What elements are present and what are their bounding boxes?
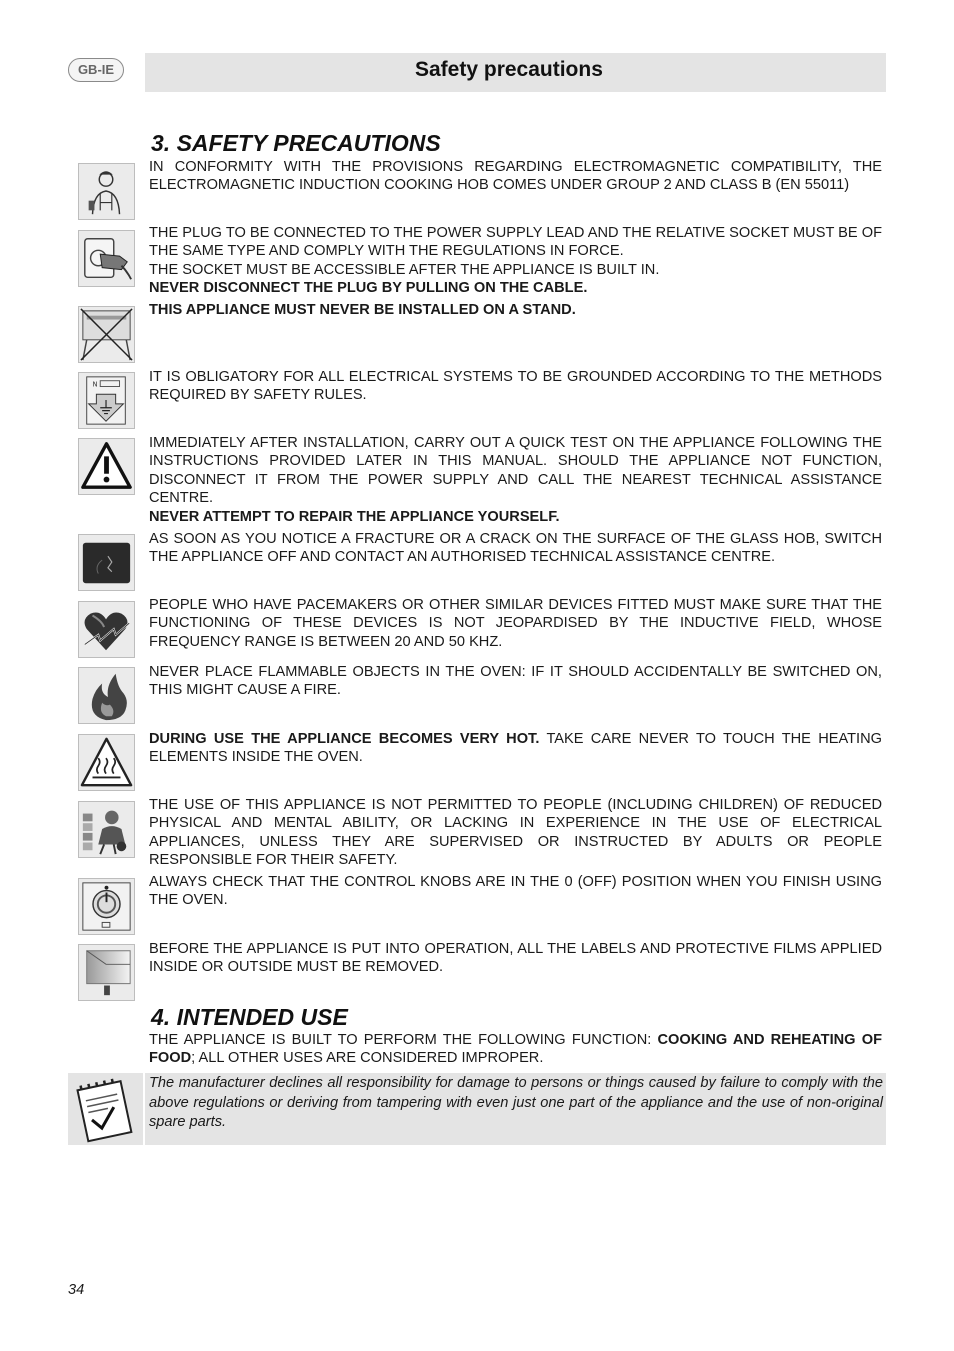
no-stand-icon (78, 306, 135, 363)
warning-triangle-icon (78, 438, 135, 495)
item-quick-test: IMMEDIATELY AFTER INSTALLATION, CARRY OUT A QUICK TEST ON THE APPLIANCE FOLLOWING THE INSTRUCTIONS PROVIDED LATER IN THIS MANUAL. SHOULD THE APPLIANCE NOT FUNCTION, DISCONNECT IT FROM THE POWER SUPPLY AND CALL THE NEAREST TECHNICAL ASSISTANCE CENTRE. NEVER ATTEMPT TO REPAIR THE APPLIANCE YOURSELF. (149, 435, 882, 525)
very-hot-warning: DURING USE THE APPLIANCE BECOMES VERY HOT. (149, 731, 540, 747)
plug-socket-icon (78, 230, 135, 287)
checklist-icon (68, 1073, 143, 1145)
control-knob-icon (78, 878, 135, 935)
pacemaker-heart-icon (78, 601, 135, 658)
item-flammable: NEVER PLACE FLAMMABLE OBJECTS IN THE OVEN: IF IT SHOULD ACCIDENTALLY BE SWITCHED ON, THIS MIGHT CAUSE A FIRE. (149, 664, 882, 699)
item-control-knobs: ALWAYS CHECK THAT THE CONTROL KNOBS ARE IN THE 0 (OFF) POSITION WHEN YOU FINISH USING THE OVEN. (149, 874, 882, 909)
item-cracked-glass: AS SOON AS YOU NOTICE A FRACTURE OR A CRACK ON THE SURFACE OF THE GLASS HOB, SWITCH THE APPLIANCE OFF AND CONTACT AN AUTHORISED TECHNICAL ASSISTANCE CENTRE. (149, 531, 882, 566)
intended-use-function: COOKING AND REHEATING OF FOOD (149, 1032, 882, 1067)
item-emc: IN CONFORMITY WITH THE PROVISIONS REGARDING ELECTROMAGNETIC COMPATIBILITY, THE ELECTROMAGNETIC INDUCTION COOKING HOB COMES UNDER GROUP 2 AND CLASS B (EN 55011) (149, 159, 882, 194)
cracked-glass-icon (78, 534, 135, 591)
item-children: THE USE OF THIS APPLIANCE IS NOT PERMITTED TO PEOPLE (INCLUDING CHILDREN) OF REDUCED PHYSICAL AND MENTAL ABILITY, OR LACKING IN EXPERIENCE IN THE USE OF ELECTRICAL APPLIANCES, UNLESS THEY ARE SUPERVISED OR INSTRUCTED BY ADULTS OR PEOPLE RESPONSIBLE FOR THEIR SAFETY. (149, 797, 882, 869)
intended-use-text (149, 1031, 882, 1068)
hot-surface-icon (78, 734, 135, 791)
header-title: Safety precautions (415, 58, 603, 81)
page-header (145, 53, 886, 92)
section-4-title: 4. INTENDED USE (151, 1004, 348, 1030)
flame-icon (78, 667, 135, 724)
item-ground: IT IS OBLIGATORY FOR ALL ELECTRICAL SYSTEMS TO BE GROUNDED ACCORDING TO THE METHODS REQUIRED BY SAFETY RULES. (149, 369, 882, 404)
disclaimer-text: The manufacturer declines all responsibility for damage to persons or things caused by failure to comply with the above regulations or deriving from tampering with even just one part of the appliance and the use of non-original spare parts. (149, 1075, 883, 1130)
intended-use-lead: THE APPLIANCE IS BUILT TO PERFORM THE FOLLOWING FUNCTION: (149, 1032, 658, 1048)
page-number: 34 (68, 1282, 85, 1298)
very-hot-text: TAKE CARE NEVER TO TOUCH THE HEATING ELEMENTS INSIDE THE OVEN. (149, 731, 883, 766)
ground-icon (78, 372, 135, 429)
svg-text:N: N (92, 380, 98, 389)
item-pacemaker: PEOPLE WHO HAVE PACEMAKERS OR OTHER SIMILAR DEVICES FITTED MUST MAKE SURE THAT THE FUNCTIONING OF THESE DEVICES IS NOT JEOPARDISED BY THE INDUCTIVE FIELD, WHOSE FREQUENCY RANGE IS BETWEEN 20 AND 50 KHZ. (149, 597, 882, 650)
item-protective-films: BEFORE THE APPLIANCE IS PUT INTO OPERATION, ALL THE LABELS AND PROTECTIVE FILMS APPLIED INSIDE OR OUTSIDE MUST BE REMOVED. (149, 941, 882, 976)
children-icon (78, 801, 135, 858)
technician-icon (78, 163, 135, 220)
item-no-stand: THIS APPLIANCE MUST NEVER BE INSTALLED ON A STAND. (149, 302, 576, 318)
language-badge: GB-IE (68, 58, 124, 82)
section-3-title: 3. SAFETY PRECAUTIONS (151, 130, 441, 156)
manufacturer-disclaimer (145, 1073, 886, 1145)
item-very-hot (149, 730, 882, 767)
protective-film-icon (78, 944, 135, 1001)
intended-use-tail: ; ALL OTHER USES ARE CONSIDERED IMPROPER. (191, 1050, 544, 1067)
item-plug: THE PLUG TO BE CONNECTED TO THE POWER SUPPLY LEAD AND THE RELATIVE SOCKET MUST BE OF THE SAME TYPE AND COMPLY WITH THE REGULATIONS IN FORCE. THE SOCKET MUST BE ACCESSIBLE AFTER THE APPLIANCE IS BUILT IN. NEVER DISCONNECT THE PLUG BY PULLING ON THE CABLE. (149, 225, 882, 297)
